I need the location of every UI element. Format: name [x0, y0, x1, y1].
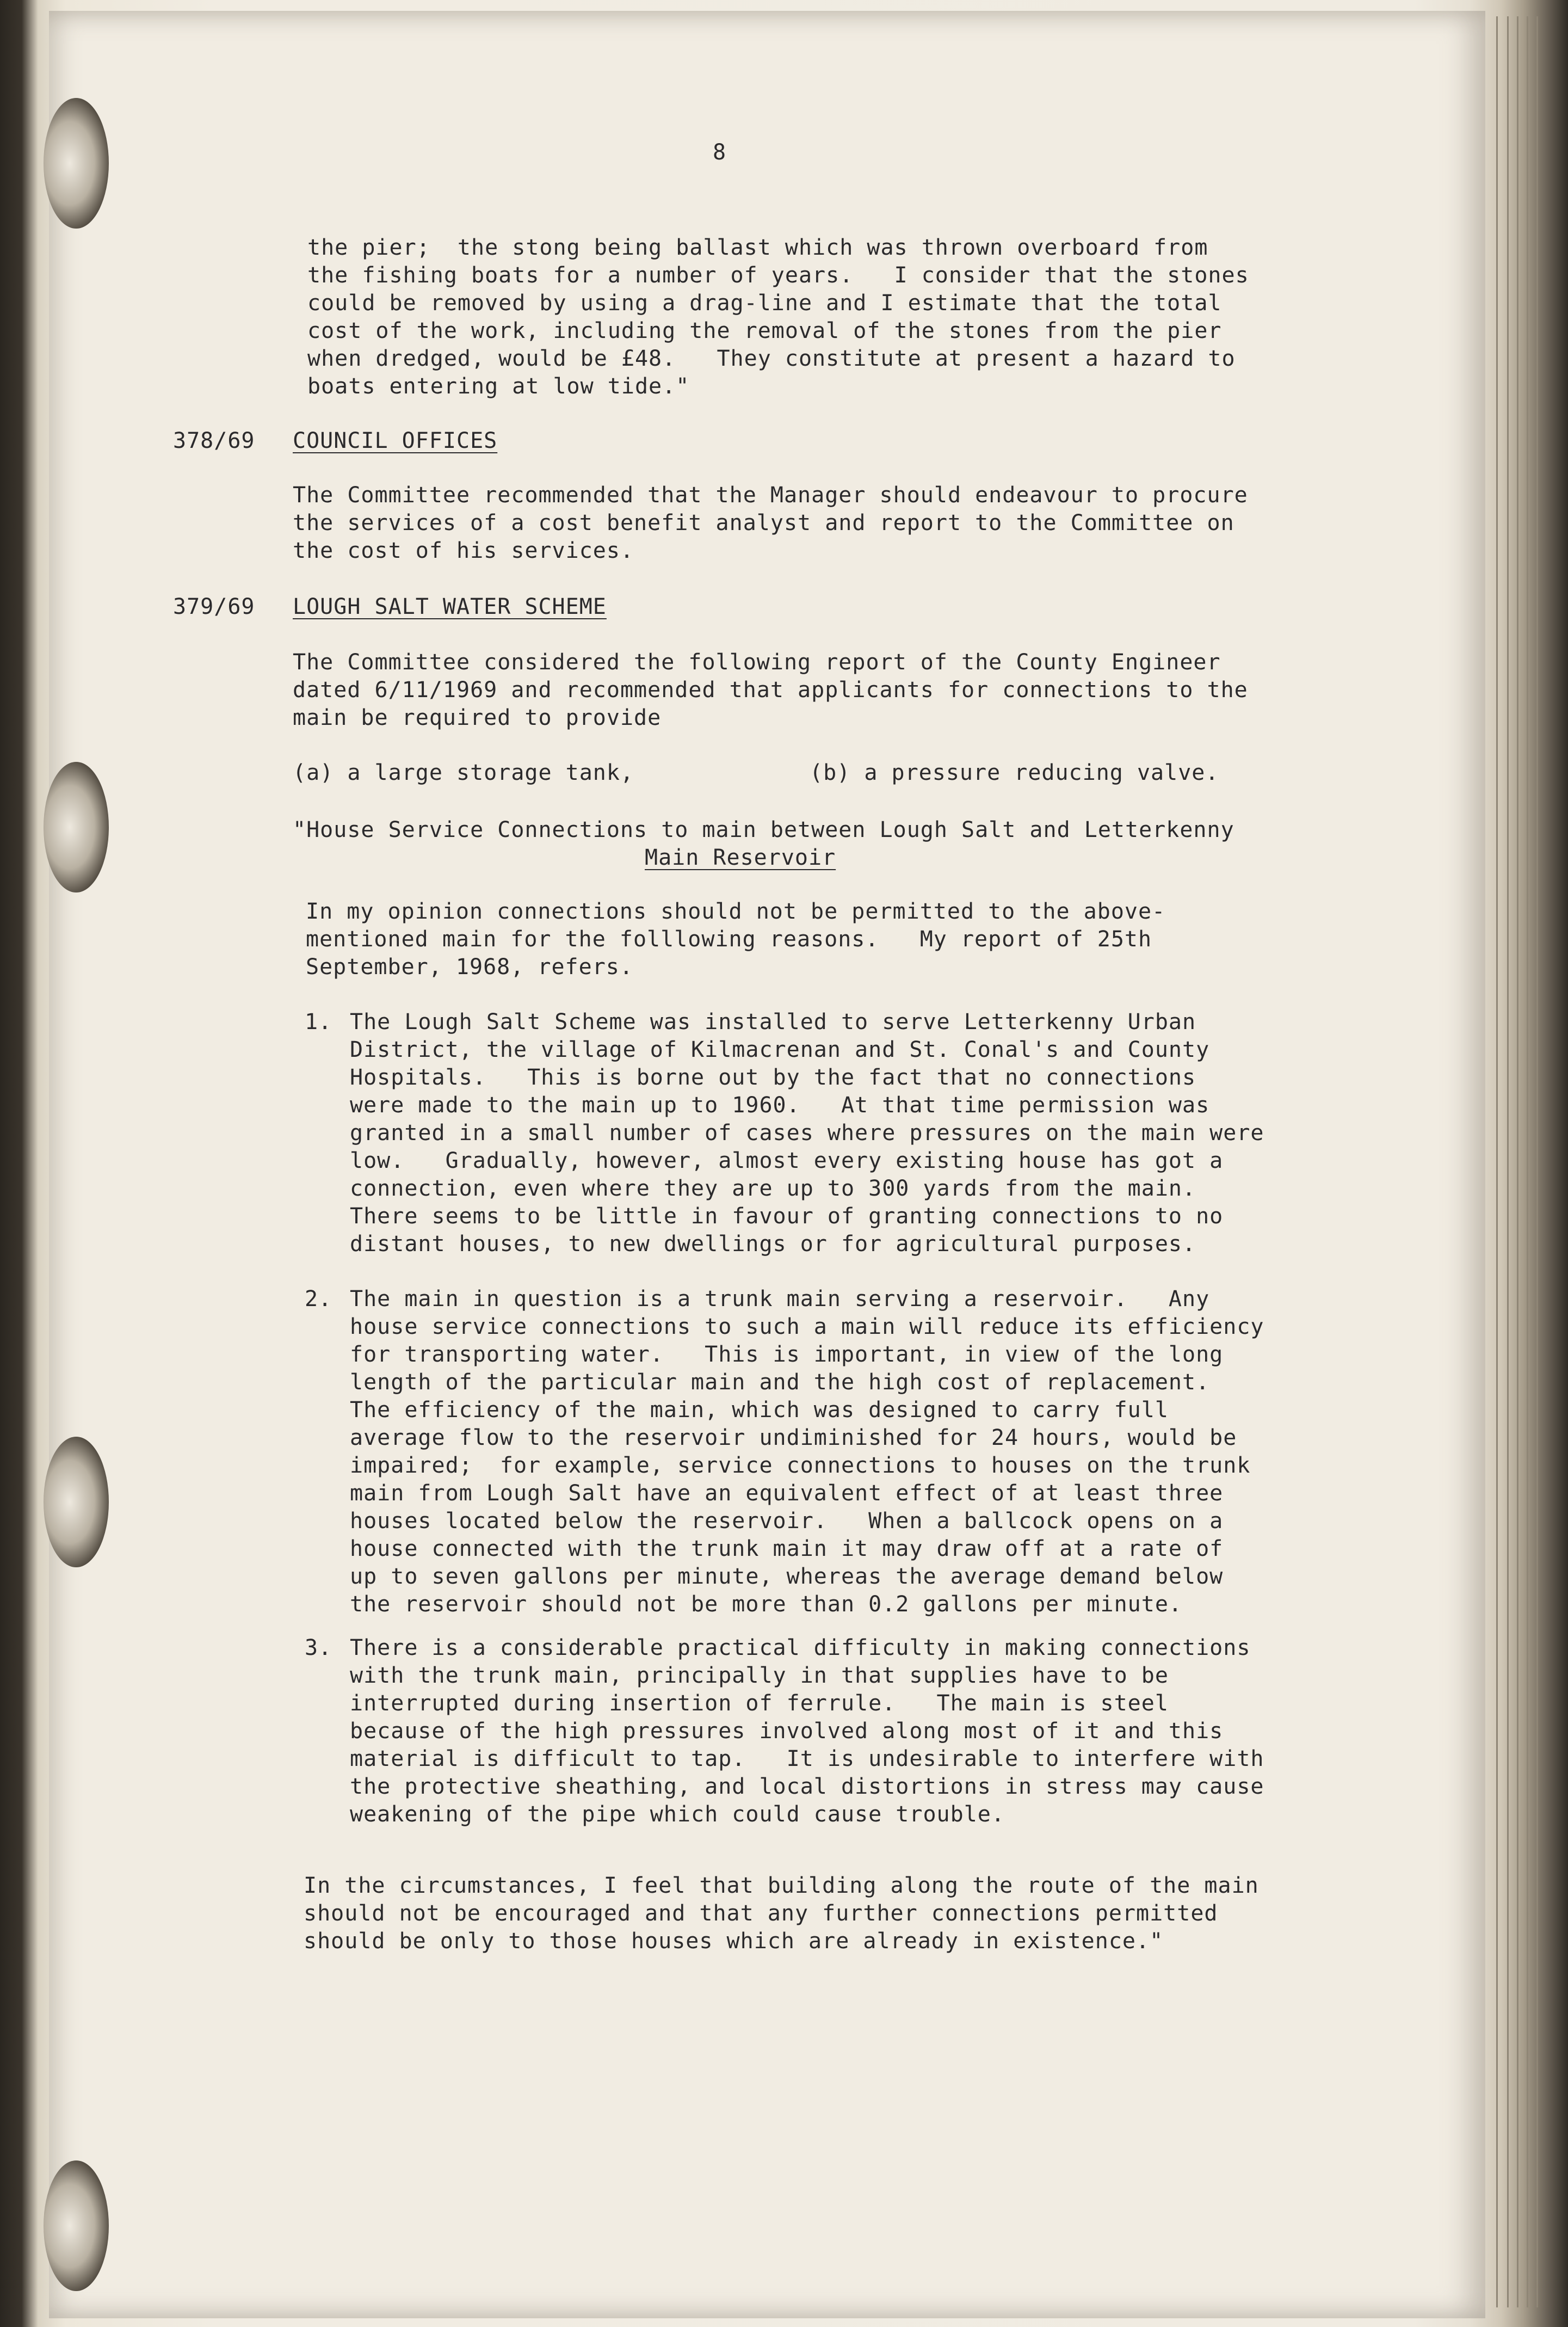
text-line: low. Gradually, however, almost every existing house has got a [350, 1148, 1224, 1173]
text-line: up to seven gallons per minute, whereas the average demand below [350, 1564, 1224, 1589]
point-text [350, 1008, 1264, 1258]
report-conclusion [304, 1872, 1259, 1955]
text-line: should not be encouraged and that any further connections permitted [304, 1901, 1218, 1926]
minute-number: 379/69 [173, 594, 255, 619]
report-title: "House Service Connections to main between Lough Salt and Letterkenny [293, 817, 1234, 842]
section-heading: COUNCIL OFFICES [293, 428, 498, 453]
text-line: house connected with the trunk main it may draw off at a rate of [350, 1536, 1224, 1561]
text-line: the fishing boats for a number of years. I consider that the stones [307, 263, 1249, 288]
minute-number: 378/69 [173, 428, 255, 453]
lough-salt-paragraph [293, 649, 1248, 732]
text-line: material is difficult to tap. It is undesirable to interfere with [350, 1746, 1264, 1771]
point-number: 3. [305, 1635, 332, 1660]
report-title-line2: Main Reservoir [645, 845, 836, 870]
text-line: There seems to be little in favour of granting connections to no [350, 1204, 1224, 1229]
text-line: weakening of the pipe which could cause trouble. [350, 1802, 1005, 1827]
council-offices-paragraph [293, 482, 1248, 565]
text-line: houses located below the reservoir. When a ballcock opens on a [350, 1509, 1224, 1534]
text-line: mentioned main for the folllowing reasons. My report of 25th [306, 927, 1152, 952]
point-number: 2. [305, 1286, 332, 1312]
text-line: impaired; for example, service connections to houses on the trunk [350, 1453, 1251, 1478]
text-line: Hospitals. This is borne out by the fact that no connections [350, 1065, 1196, 1090]
text-line: because of the high pressures involved along most of it and this [350, 1719, 1224, 1744]
text-line: the services of a cost benefit analyst and report to the Committee on [293, 510, 1234, 535]
text-line: In the circumstances, I feel that building along the route of the main [304, 1873, 1259, 1898]
text-line: length of the particular main and the high cost of replacement. [350, 1370, 1210, 1395]
option-b: (b) a pressure reducing valve. [810, 760, 1219, 785]
text-line: the protective sheathing, and local distortions in stress may cause [350, 1774, 1264, 1799]
point-text [350, 1634, 1264, 1829]
text-line: with the trunk main, principally in that supplies have to be [350, 1663, 1169, 1688]
point-number: 1. [305, 1009, 332, 1035]
text-line: when dredged, would be £48. They constitute at present a hazard to [307, 346, 1236, 371]
binder-ring [44, 2160, 109, 2291]
text-line: average flow to the reservoir undiminished for 24 hours, would be [350, 1425, 1237, 1450]
report-intro [306, 898, 1165, 981]
text-line: dated 6/11/1969 and recommended that applicants for connections to the [293, 678, 1248, 703]
text-line: The main in question is a trunk main serving a reservoir. Any [350, 1286, 1210, 1312]
text-line: main from Lough Salt have an equivalent effect of at least three [350, 1481, 1224, 1506]
section-heading: LOUGH SALT WATER SCHEME [293, 594, 607, 619]
text-line: September, 1968, refers. [306, 955, 633, 980]
text-line: The efficiency of the main, which was designed to carry full [350, 1398, 1169, 1423]
option-a: (a) a large storage tank, [293, 760, 634, 785]
text-line: house service connections to such a main will reduce its efficiency [350, 1314, 1264, 1339]
text-line: the reservoir should not be more than 0.2 gallons per minute. [350, 1592, 1183, 1617]
text-line: the pier; the stong being ballast which was thrown overboard from [307, 235, 1208, 260]
text-line: could be removed by using a drag-line and I estimate that the total [307, 291, 1222, 316]
text-line: There is a considerable practical difficulty in making connections [350, 1635, 1251, 1660]
text-line: should be only to those houses which are already in existence." [304, 1929, 1164, 1954]
text-line: boats entering at low tide." [307, 374, 690, 399]
page-number: 8 [713, 140, 727, 165]
text-line: The Lough Salt Scheme was installed to serve Letterkenny Urban [350, 1009, 1196, 1035]
point-text [350, 1285, 1264, 1618]
binder-ring [44, 98, 109, 229]
text-line: The Committee considered the following report of the County Engineer [293, 650, 1221, 675]
binder-ring [44, 762, 109, 892]
text-line: were made to the main up to 1960. At that time permission was [350, 1093, 1210, 1118]
text-line: In my opinion connections should not be permitted to the above- [306, 899, 1166, 924]
text-line: connection, even where they are up to 300 yards from the main. [350, 1176, 1196, 1201]
text-line: The Committee recommended that the Manager should endeavour to procure [293, 483, 1248, 508]
page-stack-edge [1491, 16, 1556, 2307]
text-line: cost of the work, including the removal of the stones from the pier [307, 318, 1222, 343]
intro-paragraph [307, 234, 1249, 401]
text-line: for transporting water. This is important, in view of the long [350, 1342, 1224, 1367]
binder-ring [44, 1437, 109, 1567]
text-line: interrupted during insertion of ferrule. The main is steel [350, 1691, 1169, 1716]
text-line: District, the village of Kilmacrenan and St. Conal's and County [350, 1037, 1210, 1062]
text-line: granted in a small number of cases where pressures on the main were [350, 1121, 1264, 1146]
text-line: the cost of his services. [293, 538, 634, 563]
text-line: main be required to provide [293, 705, 662, 730]
text-line: distant houses, to new dwellings or for agricultural purposes. [350, 1232, 1196, 1257]
